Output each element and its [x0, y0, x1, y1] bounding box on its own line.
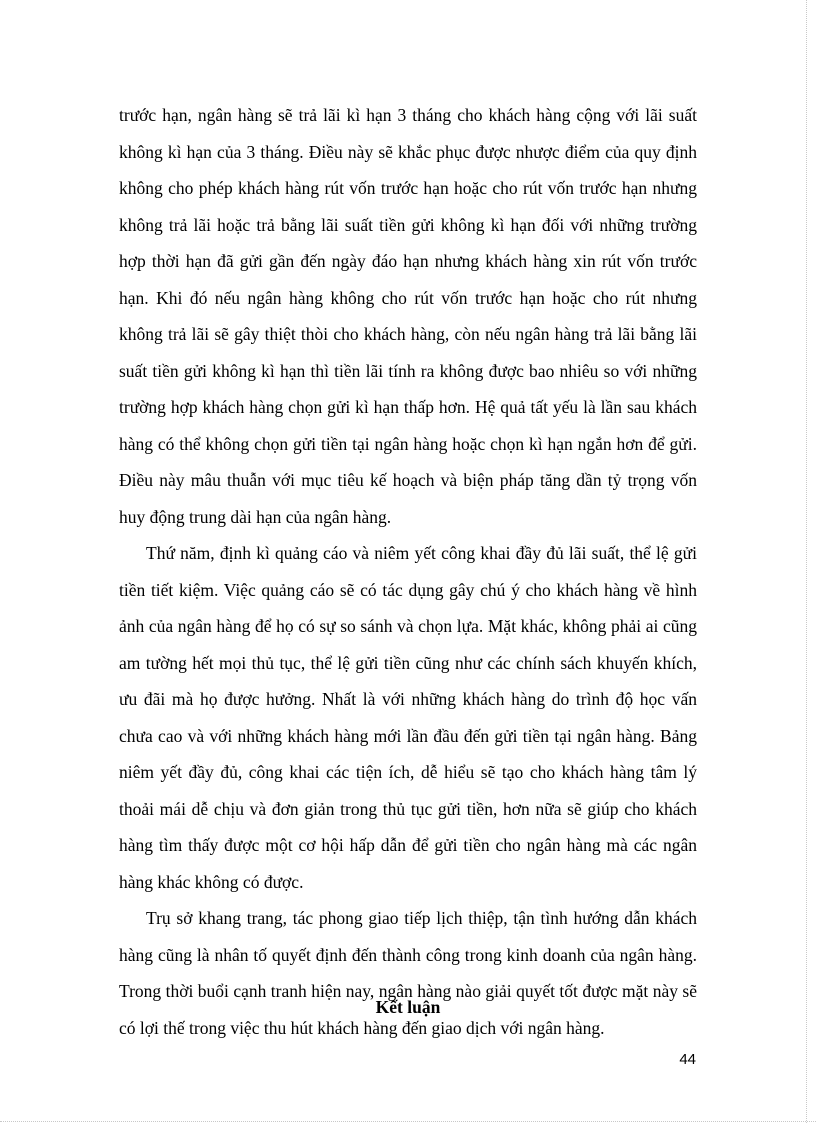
section-heading: Kết luận	[375, 997, 441, 1017]
page-margin-line-bottom	[0, 1121, 816, 1122]
body-text	[119, 97, 697, 1046]
page-number: 44	[679, 1051, 696, 1068]
page-margin-line-right	[806, 0, 807, 1123]
paragraph-continuation: trước hạn, ngân hàng sẽ trả lãi kì hạn 3 tháng cho khách hàng cộng với lãi suất không kì hạn của 3 tháng. Điều này sẽ khắc phục được nhược điểm của quy định không cho phép khách hàng rút vốn trước hạn hoặc cho rút vốn trước hạn nhưng không trả lãi hoặc trả bằng lãi suất tiền gửi không kì hạn đối với những trường hợp thời hạn đã gửi gần đến ngày đáo hạn nhưng khách hàng xin rút vốn trước hạn. Khi đó nếu ngân hàng không cho rút vốn trước hạn hoặc cho rút nhưng không trả lãi sẽ gây thiệt thòi cho khách hàng, còn nếu ngân hàng trả lãi bằng lãi suất tiền gửi không kì hạn thì tiền lãi tính ra không được bao nhiêu so với những trường hợp khách hàng chọn gửi kì hạn thấp hơn. Hệ quả tất yếu là lần sau khách hàng có thể không chọn gửi tiền tại ngân hàng hoặc chọn kì hạn ngắn hơn để gửi. Điều này mâu thuẫn với mục tiêu kế hoạch và biện pháp tăng dần tỷ trọng vốn huy động trung dài hạn của ngân hàng.	[119, 105, 697, 527]
paragraph-advertising: Thứ năm, định kì quảng cáo và niêm yết công khai đầy đủ lãi suất, thể lệ gửi tiền tiết kiệm. Việc quảng cáo sẽ có tác dụng gây chú ý cho khách hàng về hình ảnh của ngân hàng để họ có sự so sánh và chọn lựa. Mặt khác, không phải ai cũng am tường hết mọi thủ tục, thể lệ gửi tiền cũng như các chính sách khuyến khích, ưu đãi mà họ được hưởng. Nhất là với những khách hàng do trình độ học vấn chưa cao và với những khách hàng mới lần đầu đến gửi tiền tại ngân hàng. Bảng niêm yết đầy đủ, công khai các tiện ích, dễ hiểu sẽ tạo cho khách hàng tâm lý thoải mái dễ chịu và đơn giản trong thủ tục gửi tiền, hơn nữa sẽ giúp cho khách hàng tìm thấy được một cơ hội hấp dẫn để gửi tiền cho ngân hàng mà các ngân hàng khác không có được.	[119, 543, 697, 892]
paragraph-office: Trụ sở khang trang, tác phong giao tiếp lịch thiệp, tận tình hướng dẫn khách hàng cũng là nhân tố quyết định đến thành công trong kinh doanh của ngân hàng. Trong thời buổi cạnh tranh hiện nay, ngân hàng nào giải quyết tốt được mặt này sẽ có lợi thế trong việc thu hút khách hàng đến giao dịch với ngân hàng.	[119, 908, 697, 1038]
